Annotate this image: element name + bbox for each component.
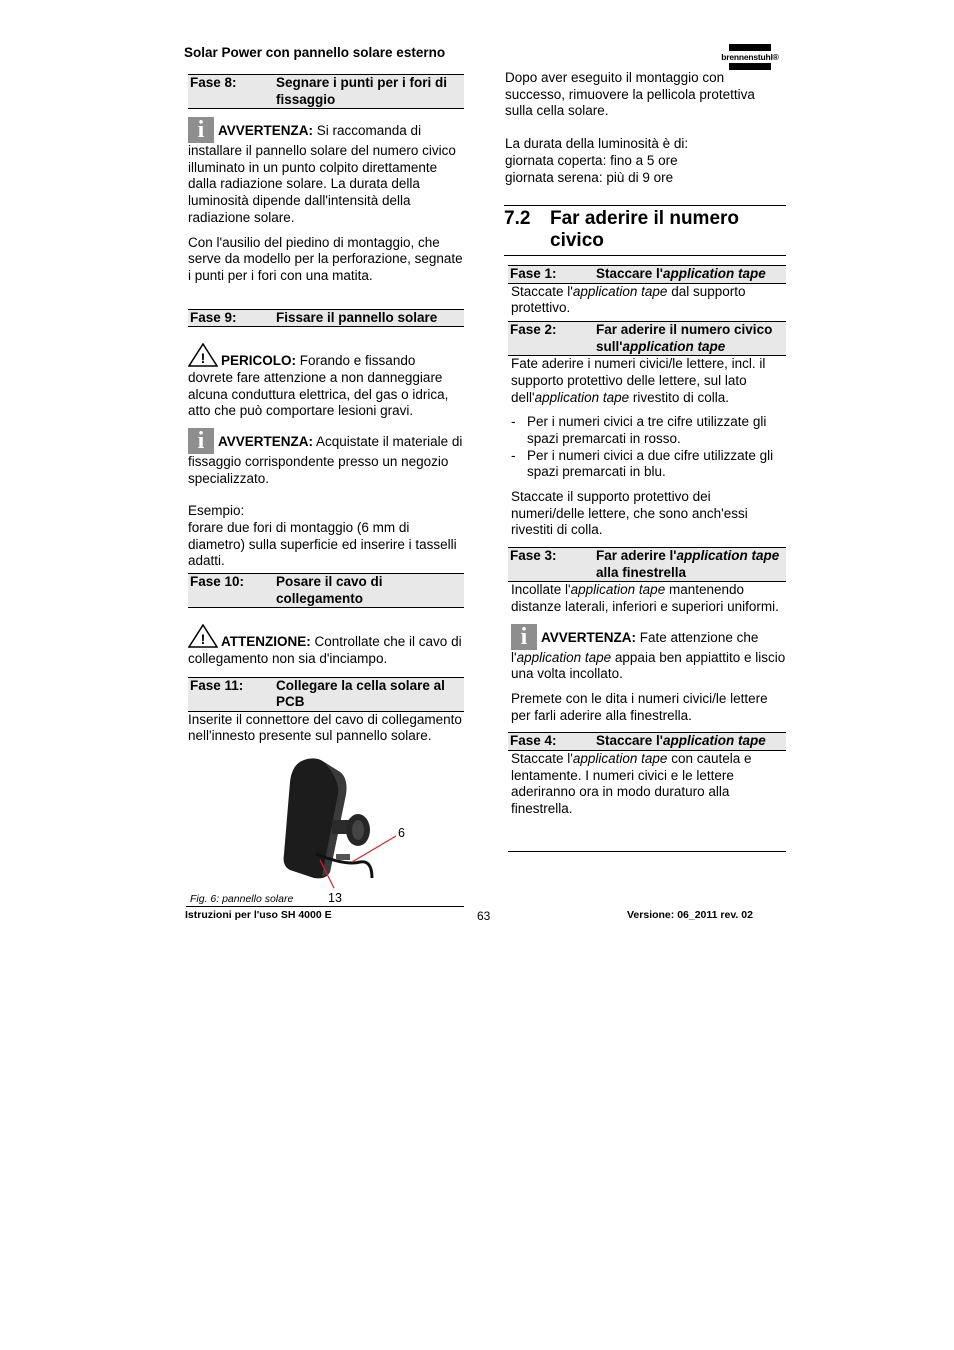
list-item: - Per i numeri civici a tre cifre utilizzate gli spazi premarcati in rosso. <box>511 414 786 447</box>
step-10-header <box>188 573 464 608</box>
section-heading <box>504 205 786 256</box>
paragraph: Con l'ausilio del piedino di montaggio, che serve da modello per la perforazione, segnate i punti per i fori con una matita. <box>188 234 463 283</box>
step-label: Staccare l'application tape <box>596 733 766 749</box>
page-number: 63 <box>477 909 491 923</box>
step-3-header <box>508 547 786 582</box>
divider <box>508 851 786 852</box>
duration-clear: giornata serena: più di 9 ore <box>505 169 674 185</box>
duration-cloudy: giornata coperta: fino a 5 ore <box>505 152 678 168</box>
paragraph: Dopo aver eseguito il montaggio con successo, rimuovere la pellicola protettiva sulla cella solare. <box>505 70 755 119</box>
connector <box>336 854 350 860</box>
step-9-header <box>188 309 464 328</box>
step-label: Far aderire l'application tape alla finestrella <box>596 548 780 580</box>
step-number: Fase 1: <box>510 266 557 282</box>
paragraph: Premete con le dita i numeri civici/le lettere per farli aderire alla finestrella. <box>511 690 768 723</box>
step-number: Fase 4: <box>510 733 557 749</box>
paragraph: Staccate il supporto protettivo dei numeri/delle lettere, che sono anch'essi rivestiti di colla. <box>511 489 748 538</box>
step-label: Fissare il pannello solare <box>276 309 438 325</box>
step-number: Fase 3: <box>510 548 557 564</box>
paragraph: Staccate l'application tape dal supporto protettivo. <box>511 283 746 316</box>
caution-note: ! ATTENZIONE: Controllate che il cavo di collegamento non sia d'inciampo. <box>188 624 464 667</box>
step-label: Posare il cavo di collegamento <box>276 574 383 606</box>
list-item: - Per i numeri civici a due cifre utilizzate gli spazi premarcati in blu. <box>511 448 786 481</box>
paragraph: Fate aderire i numeri civici/le lettere, incl. il supporto protettivo delle lettere, sul lato dell'application tape rivestito di colla. <box>511 356 766 405</box>
warning-note: i AVVERTENZA: Si raccomanda di installare il pannello solare del numero civico illuminato in un punto colpito direttamente dalla radiazione solare. La durata della luminosità dipende dall'intensità della radiazione solare. <box>188 117 456 225</box>
footer-version: Versione: 06_2011 rev. 02 <box>627 909 753 921</box>
danger-note: ! PERICOLO: Forando e fissando dovrete fare attenzione a non danneggiare alcuna conduttura elettrica, del gas o idrica, atto che può comportare lesioni gravi. <box>188 343 464 420</box>
example-text: forare due fori di montaggio (6 mm di diametro) sulla superficie ed inserire i tasselli adatti. <box>188 520 457 569</box>
paragraph: Incollate l'application tape mantenendo distanze laterali, inferiori e superiori uniformi. <box>511 582 779 614</box>
left-column <box>188 74 464 745</box>
section-title: Far aderire il numero civico <box>550 208 740 252</box>
step-label: Far aderire il numero civico sull'application tape <box>596 322 773 354</box>
step-1-header <box>508 265 786 284</box>
step-label: Collegare la cella solare al PCB <box>276 677 445 710</box>
logo-bar-bottom <box>729 63 771 70</box>
warning-note: i AVVERTENZA: Fate attenzione che l'application tape appaia ben appiattito e liscio una volta incollato. <box>511 623 786 682</box>
example-label: Esempio: <box>188 503 245 519</box>
svg-text:!: ! <box>200 350 206 367</box>
step-number: Fase 11: <box>190 677 244 693</box>
brand-logo <box>718 44 782 70</box>
step-2-header <box>508 321 786 356</box>
svg-text:!: ! <box>200 631 206 648</box>
info-icon: i <box>511 624 537 650</box>
info-icon: i <box>188 117 214 143</box>
footer-divider <box>186 906 464 907</box>
figure-label-13: 13 <box>328 891 342 905</box>
warning-triangle-icon <box>188 343 218 367</box>
step-label: Segnare i punti per i fori di fissaggio <box>276 75 448 107</box>
step-4-header <box>508 732 786 751</box>
figure-caption: Fig. 6: pannello solare <box>190 893 294 905</box>
right-column <box>504 70 786 818</box>
warning-note: i AVVERTENZA: Acquistate il materiale di fissaggio corrispondente presso un negozio specializzato. <box>188 427 463 486</box>
warning-triangle-icon <box>188 624 218 648</box>
step-11-header <box>188 677 464 712</box>
step-8-header <box>188 74 464 109</box>
logo-text: brennenstuhl® <box>721 52 779 62</box>
step-number: Fase 10: <box>190 574 245 590</box>
paragraph: Staccate l'application tape con cautela e lentamente. I numeri civici e le lettere aderiranno ora in modo duraturo alla finestrella. <box>511 750 752 816</box>
paragraph: Inserite il connettore del cavo di collegamento nell'innesto presente sul pannello solare. <box>188 711 462 744</box>
page-header-title: Solar Power con pannello solare esterno <box>184 45 446 60</box>
bullet-list <box>508 414 786 481</box>
info-icon: i <box>188 428 214 454</box>
footer-manual-title: Istruzioni per l'uso SH 4000 E <box>185 909 332 921</box>
step-label: Staccare l'application tape <box>596 266 766 282</box>
step-number: Fase 8: <box>190 75 237 90</box>
figure-label-6: 6 <box>398 826 405 840</box>
step-number: Fase 9: <box>190 309 237 325</box>
duration-label: La durata della luminosità è di: <box>505 136 689 152</box>
section-number: 7.2 <box>504 208 531 230</box>
logo-bar-top <box>729 44 771 51</box>
step-number: Fase 2: <box>510 322 557 338</box>
